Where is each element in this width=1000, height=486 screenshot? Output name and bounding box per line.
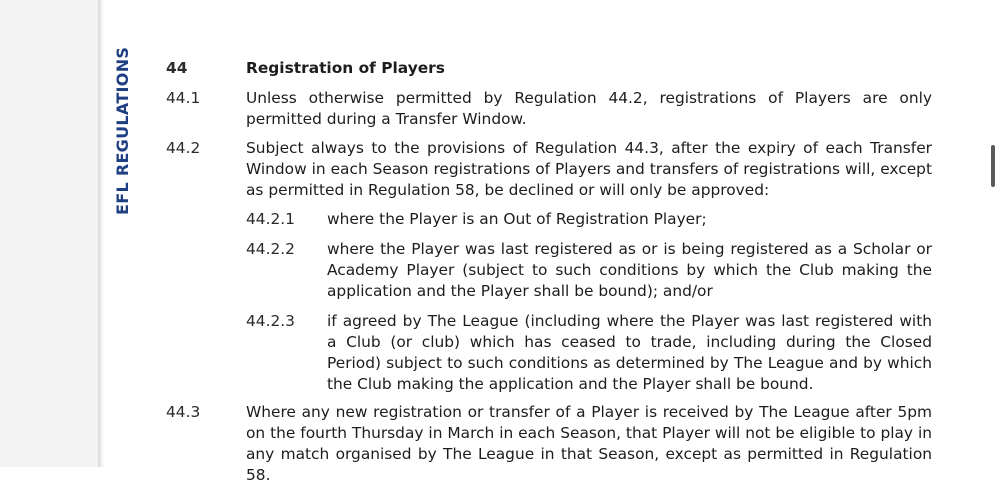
- clause-number: 44.2: [166, 139, 201, 157]
- section-number: 44: [166, 59, 188, 77]
- subclause-text: where the Player was last registered as or is being registered as a Scholar or Academy Player (subject to such conditions by which the Club making the application and the Player shall be bound); and/or: [327, 240, 932, 300]
- clause-text: Unless otherwise permitted by Regulation 44.2, registrations of Players are only permitted during a Transfer Window.: [246, 89, 932, 128]
- side-title: EFL REGULATIONS: [113, 46, 132, 215]
- subclause-number: 44.2.2: [246, 240, 295, 258]
- left-gutter: [0, 0, 98, 467]
- clause-text: Where any new registration or transfer of a Player is received by The League after 5pm on the fourth Thursday in March in each Season, that Player will not be eligible to play in any match organised by The League in that Season, except as permitted in Regulation 58.: [246, 403, 932, 484]
- scrollbar-thumb[interactable]: [991, 145, 995, 187]
- gutter-edge: [98, 0, 104, 467]
- subclause-text: if agreed by The League (including where the Player was last registered with a Club (or club) which has ceased to trade, including during the Closed Period) subject to such conditions as determined by The League and by which the Club making the application and the Player shall be bound.: [327, 312, 932, 393]
- section-title: Registration of Players: [246, 59, 445, 77]
- clause-number: 44.1: [166, 89, 201, 107]
- clause-number: 44.3: [166, 403, 201, 421]
- subclause-number: 44.2.3: [246, 312, 295, 330]
- subclause-text: where the Player is an Out of Registration Player;: [327, 210, 707, 228]
- clause-text: Subject always to the provisions of Regulation 44.3, after the expiry of each Transfer Window in each Season registrations of Players and transfers of registrations will, except as permitted in Regulation 58, be declined or will only be approved:: [246, 139, 932, 199]
- subclause-number: 44.2.1: [246, 210, 295, 228]
